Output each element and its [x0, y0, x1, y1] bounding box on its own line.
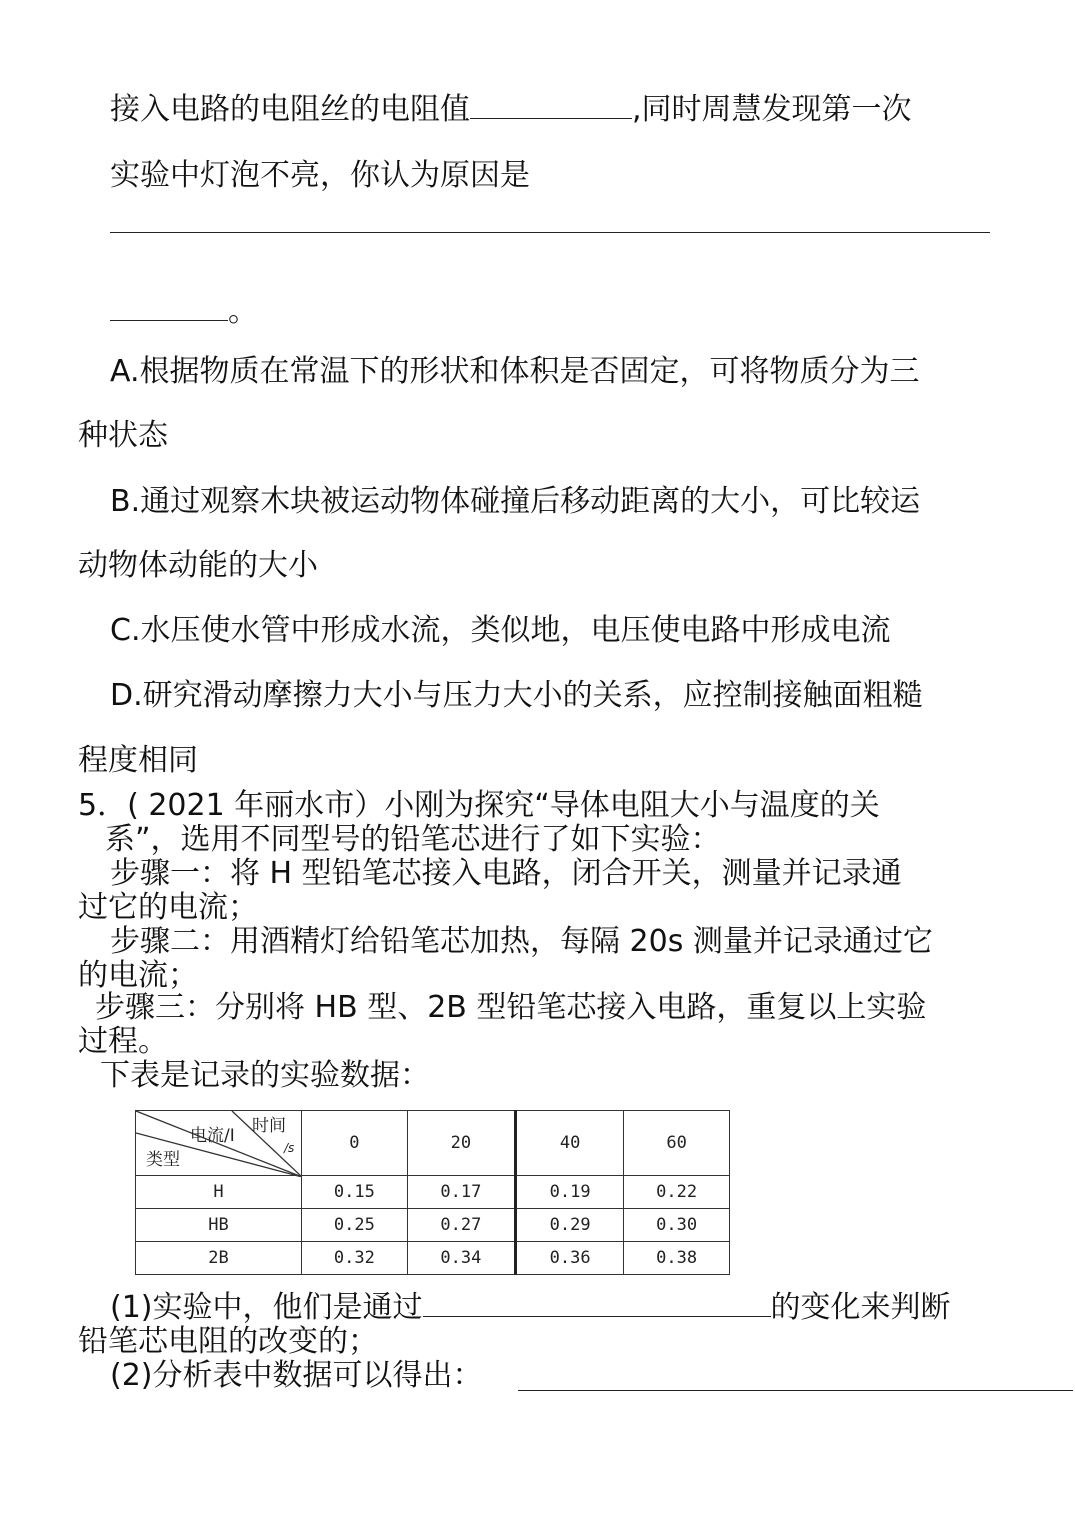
step-1-line2: 过它的电流；: [78, 890, 258, 925]
header-type-label: 类型: [146, 1150, 180, 1170]
question-5-line1: 5．( 2021 年丽水市）小刚为探究“导体电阻大小与温度的关: [78, 788, 880, 823]
question-5-line2: 系”，选用不同型号的铅笔芯进行了如下实验：: [105, 822, 721, 857]
table-intro: 下表是记录的实验数据：: [100, 1058, 430, 1093]
type-cell: 2B: [136, 1242, 302, 1275]
step-3-line2: 过程。: [78, 1024, 168, 1059]
sub-question-2-line1: (2)分析表中数据可以得出：: [110, 1358, 483, 1393]
value-cell: 0.25: [302, 1209, 408, 1242]
value-cell: 0.17: [407, 1176, 515, 1209]
value-cell: 0.34: [407, 1242, 515, 1275]
table-row: [136, 1176, 730, 1209]
sub-question-1-line1: (1)实验中，他们是通过 的变化来判断: [110, 1290, 951, 1325]
time-header: 40: [515, 1111, 623, 1176]
sub-question-1-line2: 铅笔芯电阻的改变的；: [78, 1324, 378, 1359]
step-3-line1: 步骤三：分别将 HB 型、2B 型铅笔芯接入电路，重复以上实验: [95, 990, 927, 1025]
option-a-line2: 种状态: [78, 418, 168, 453]
option-b-line1: B.通过观察木块被运动物体碰撞后移动距离的大小，可比较运: [110, 484, 921, 519]
value-cell: 0.38: [624, 1242, 730, 1275]
table-header-row: [136, 1111, 730, 1176]
value-cell: 0.27: [407, 1209, 515, 1242]
option-a-line1: A.根据物质在常温下的形状和体积是否固定，可将物质分为三: [110, 354, 920, 389]
type-cell: HB: [136, 1209, 302, 1242]
answer-blank[interactable]: [110, 294, 228, 321]
diagonal-header-cell: [136, 1111, 302, 1176]
header-unit-label: /s: [284, 1141, 295, 1155]
time-header: 60: [624, 1111, 730, 1176]
table-row: [136, 1242, 730, 1275]
text-line: 实验中灯泡不亮，你认为原因是: [110, 158, 530, 193]
step-2-line2: 的电流；: [78, 958, 198, 993]
value-cell: 0.19: [515, 1176, 623, 1209]
text-line: 接入电路的电阻丝的电阻值 ,同时周慧发现第一次: [110, 92, 912, 127]
step-1-line1: 步骤一：将 H 型铅笔芯接入电路，闭合开关，测量并记录通: [110, 856, 902, 891]
value-cell: 0.22: [624, 1176, 730, 1209]
option-d-line2: 程度相同: [78, 743, 198, 778]
value-cell: 0.15: [302, 1176, 408, 1209]
time-header: 20: [407, 1111, 515, 1176]
answer-line[interactable]: [518, 1390, 1073, 1391]
table-row: [136, 1209, 730, 1242]
option-d-line1: D.研究滑动摩擦力大小与压力大小的关系，应控制接触面粗糙: [110, 678, 923, 713]
data-table: [135, 1110, 730, 1275]
value-cell: 0.29: [515, 1209, 623, 1242]
option-b-line2: 动物体动能的大小: [78, 548, 318, 583]
header-current-label: 电流/I: [190, 1126, 235, 1146]
answer-blank[interactable]: [470, 92, 632, 119]
answer-line[interactable]: [110, 232, 990, 233]
step-2-line1: 步骤二：用酒精灯给铅笔芯加热，每隔 20s 测量并记录通过它: [110, 924, 933, 959]
type-cell: H: [136, 1176, 302, 1209]
time-header: 0: [302, 1111, 408, 1176]
value-cell: 0.36: [515, 1242, 623, 1275]
text-line: 。: [110, 294, 258, 330]
header-time-label: 时间: [252, 1116, 286, 1136]
value-cell: 0.32: [302, 1242, 408, 1275]
option-c-line1: C.水压使水管中形成水流，类似地，电压使电路中形成电流: [110, 613, 891, 648]
value-cell: 0.30: [624, 1209, 730, 1242]
answer-blank[interactable]: [423, 1290, 771, 1317]
